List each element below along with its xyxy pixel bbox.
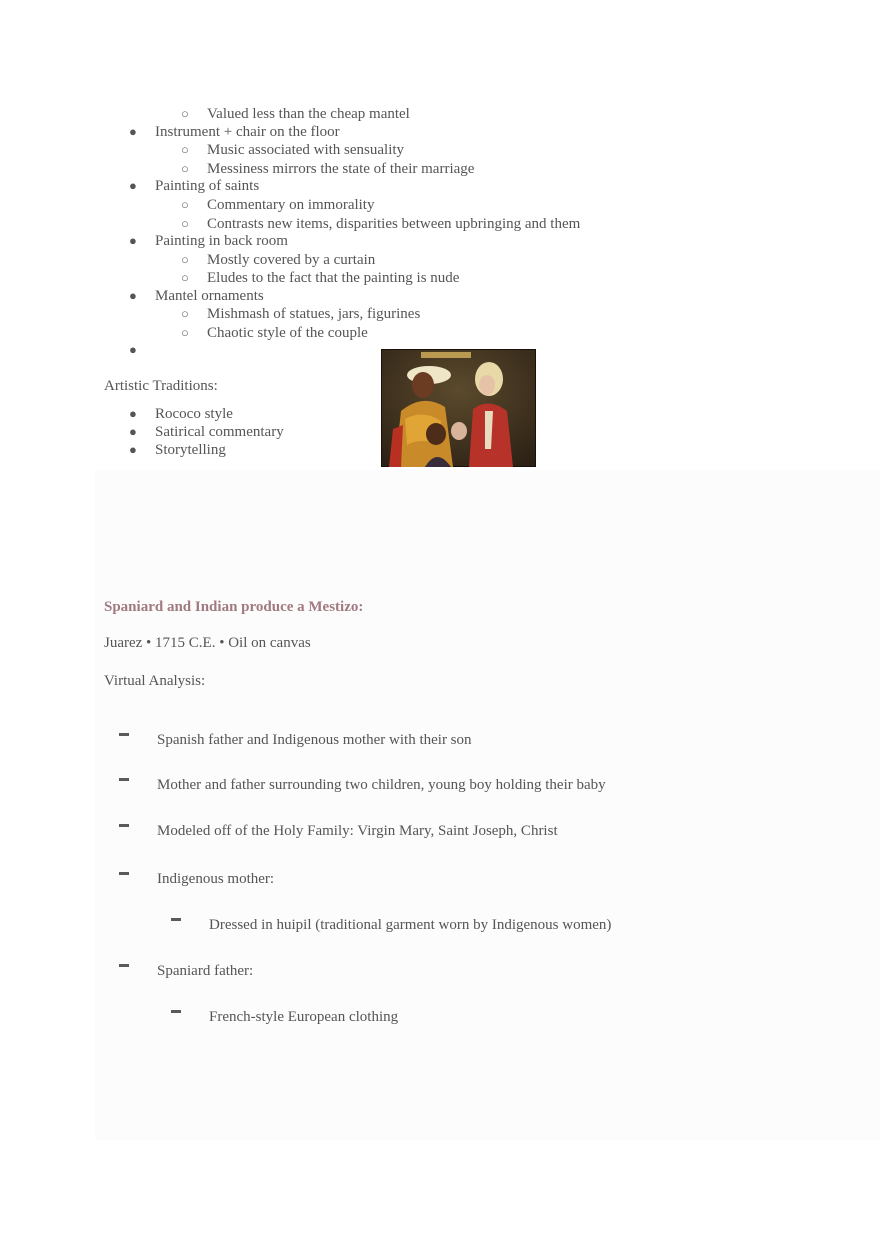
- list-item: Storytelling: [155, 442, 226, 458]
- analysis-subitem: Dressed in huipil (traditional garment worn by Indigenous women): [209, 917, 612, 933]
- list-item: Contrasts new items, disparities between upbringing and them: [207, 216, 581, 232]
- section-title: Spaniard and Indian produce a Mestizo:: [104, 599, 364, 615]
- dash-bullet-icon: [119, 824, 129, 827]
- analysis-item: Spaniard father:: [157, 963, 254, 979]
- dash-bullet-icon: [119, 872, 129, 875]
- list-item: Valued less than the cheap mantel: [207, 106, 410, 122]
- dash-bullet-icon: [171, 1010, 181, 1013]
- list-item: Commentary on immorality: [207, 197, 375, 213]
- artwork-meta: Juarez • 1715 C.E. • Oil on canvas: [104, 635, 311, 651]
- list-item: Painting in back room: [155, 233, 288, 249]
- artistic-traditions-heading: Artistic Traditions:: [104, 378, 218, 394]
- sub-bullet-icon: ○: [181, 142, 189, 157]
- sub-bullet-icon: ○: [181, 161, 189, 176]
- list-item: Satirical commentary: [155, 424, 284, 440]
- painting-icon: [381, 349, 536, 467]
- sub-bullet-icon: ○: [181, 325, 189, 340]
- bullet-icon: ●: [129, 406, 137, 421]
- bullet-icon: ●: [129, 233, 137, 248]
- list-item: Messiness mirrors the state of their marriage: [207, 161, 475, 177]
- sub-bullet-icon: ○: [181, 216, 189, 231]
- list-item: Rococo style: [155, 406, 233, 422]
- list-item: Chaotic style of the couple: [207, 325, 368, 341]
- analysis-item: Spanish father and Indigenous mother with their son: [157, 732, 472, 748]
- sub-bullet-icon: ○: [181, 252, 189, 267]
- sub-bullet-icon: ○: [181, 306, 189, 321]
- list-item: Mishmash of statues, jars, figurines: [207, 306, 421, 322]
- analysis-subitem: French-style European clothing: [209, 1009, 399, 1025]
- list-item: Mostly covered by a curtain: [207, 252, 376, 268]
- analysis-item: Indigenous mother:: [157, 871, 275, 887]
- list-item: Music associated with sensuality: [207, 142, 405, 158]
- dash-bullet-icon: [171, 918, 181, 921]
- analysis-item: Modeled off of the Holy Family: Virgin Mary, Saint Joseph, Christ: [157, 823, 558, 839]
- bullet-icon: ●: [129, 288, 137, 303]
- sub-bullet-icon: ○: [181, 106, 189, 121]
- page-background-tint: [95, 470, 880, 1140]
- list-item: Mantel ornaments: [155, 288, 264, 304]
- list-item: Painting of saints: [155, 178, 260, 194]
- dash-bullet-icon: [119, 964, 129, 967]
- bullet-icon: ●: [129, 342, 137, 357]
- bullet-icon: ●: [129, 124, 137, 139]
- sub-bullet-icon: ○: [181, 270, 189, 285]
- bullet-icon: ●: [129, 178, 137, 193]
- bullet-icon: ●: [129, 424, 137, 439]
- dash-bullet-icon: [119, 778, 129, 781]
- analysis-heading: Virtual Analysis:: [104, 673, 206, 689]
- list-item: Instrument + chair on the floor: [155, 124, 340, 140]
- list-item: Eludes to the fact that the painting is nude: [207, 270, 460, 286]
- painting-image: [381, 349, 536, 467]
- sub-bullet-icon: ○: [181, 197, 189, 212]
- bullet-icon: ●: [129, 442, 137, 457]
- dash-bullet-icon: [119, 733, 129, 736]
- analysis-item: Mother and father surrounding two children, young boy holding their baby: [157, 777, 606, 793]
